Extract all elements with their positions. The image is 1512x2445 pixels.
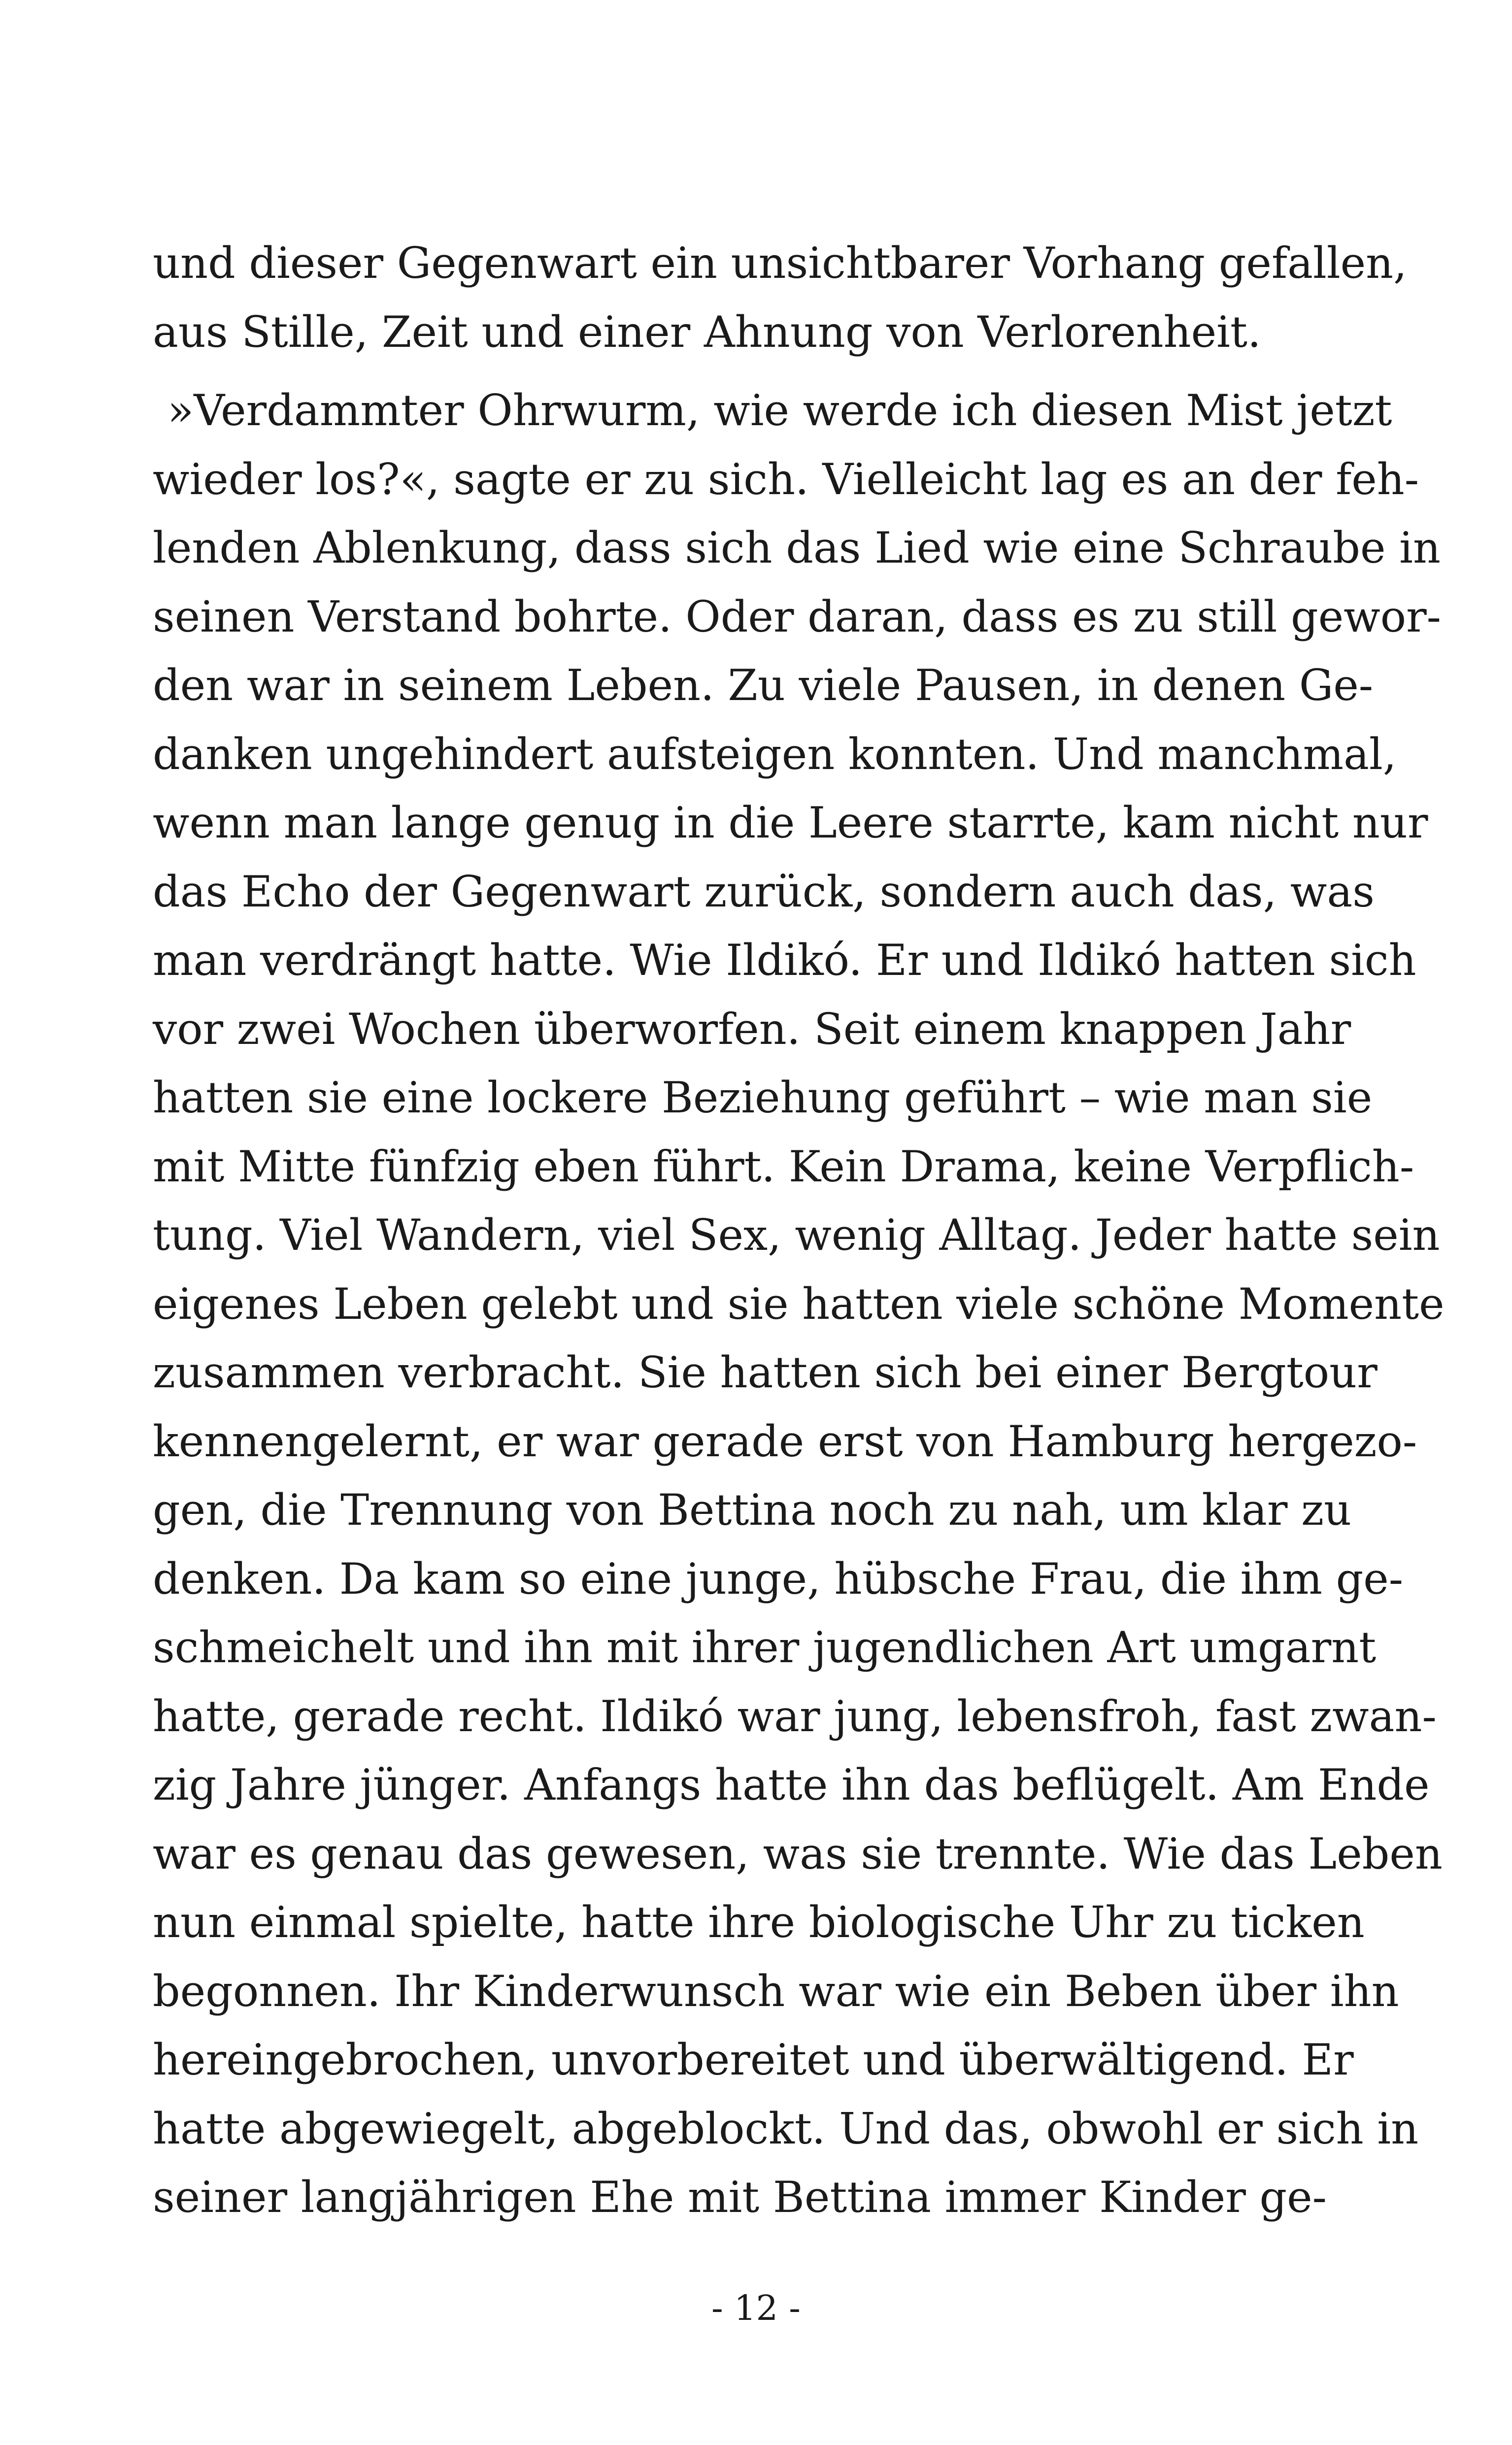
text-line: schmeichelt und ihn mit ihrer jugendlichen Art umgarnt [153,1622,1377,1673]
text-line: danken ungehindert aufsteigen konnten. Und manchmal, [153,729,1397,779]
paragraph-2 [153,376,1445,2232]
text-line: gen, die Trennung von Bettina noch zu nah, um klar zu [153,1485,1351,1535]
body-text [153,229,1445,2232]
page-number: - 12 - [711,2288,801,2328]
text-line: wieder los?«, sagte er zu sich. Vielleicht lag es an der feh- [153,454,1419,504]
text-line: nun einmal spielte, hatte ihre biologische Uhr zu ticken [153,1897,1365,1947]
text-line: und dieser Gegenwart ein unsichtbarer Vorhang gefallen, [153,238,1407,288]
text-line: hatte abgewiegelt, abgeblockt. Und das, obwohl er sich in [153,2103,1419,2154]
text-line: den war in seinem Leben. Zu viele Pausen, in denen Ge- [153,660,1374,710]
text-line: lenden Ablenkung, dass sich das Lied wie eine Schraube in [153,523,1441,573]
text-line: seiner langjährigen Ehe mit Bettina immer Kinder ge- [153,2172,1327,2222]
text-line: war es genau das gewesen, was sie trennte. Wie das Leben [153,1828,1443,1879]
text-line: das Echo der Gegenwart zurück, sondern auch das, was [153,866,1375,917]
text-line: hereingebrochen, unvorbereitet und überwältigend. Er [153,2035,1354,2085]
text-line: zusammen verbracht. Sie hatten sich bei einer Bergtour [153,1347,1378,1398]
text-line: man verdrängt hatte. Wie Ildikó. Er und Ildikó hatten sich [153,935,1416,985]
text-line: hatten sie eine lockere Beziehung geführt – wie man sie [153,1072,1373,1123]
text-line: aus Stille, Zeit und einer Ahnung von Verlorenheit. [153,306,1261,357]
text-line: tung. Viel Wandern, viel Sex, wenig Alltag. Jeder hatte sein [153,1210,1440,1260]
paragraph-1 [153,229,1407,367]
text-line: begonnen. Ihr Kinderwunsch war wie ein Beben über ihn [153,1966,1399,2016]
paragraph-gap [153,367,1306,376]
text-line: »Verdammter Ohrwurm, wie werde ich diesen Mist jetzt [168,385,1392,435]
text-line: zig Jahre jünger. Anfangs hatte ihn das beflügelt. Am Ende [153,1760,1430,1810]
text-line: mit Mitte fünfzig eben führt. Kein Drama, keine Verpflich- [153,1141,1414,1192]
text-line: hatte, gerade recht. Ildikó war jung, lebensfroh, fast zwan- [153,1691,1437,1742]
text-line: denken. Da kam so eine junge, hübsche Frau, die ihm ge- [153,1553,1404,1604]
text-line: eigenes Leben gelebt und sie hatten viele schöne Momente [153,1278,1445,1329]
text-line: seinen Verstand bohrte. Oder daran, dass es zu still gewor- [153,591,1442,642]
text-line: kennengelernt, er war gerade erst von Hamburg hergezo- [153,1416,1417,1467]
text-line: wenn man lange genug in die Leere starrte, kam nicht nur [153,798,1428,848]
text-line: vor zwei Wochen überworfen. Seit einem knappen Jahr [153,1004,1351,1054]
